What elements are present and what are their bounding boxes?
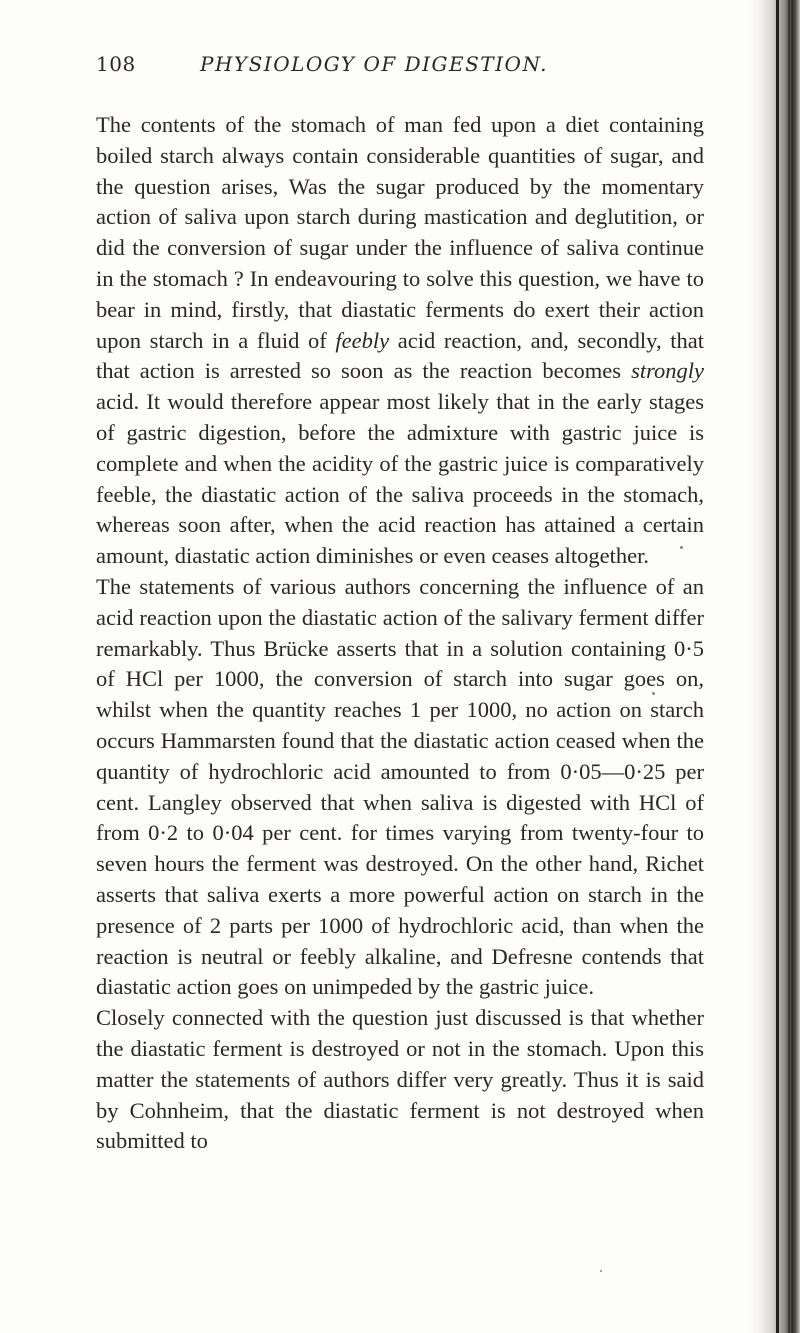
emphasis-feebly: feebly: [335, 327, 390, 353]
binding-shadow-line: [776, 0, 779, 1333]
paragraph-1: [96, 110, 704, 572]
binding-shadow-line: [788, 0, 790, 1333]
page-header: [96, 52, 736, 86]
paper-speck: [652, 692, 655, 695]
paragraph-1-part-b: acid reaction, and, secondly, that that action is arrested so soon as the reaction becomes: [96, 327, 704, 384]
binding-edge: [750, 0, 800, 1333]
body-text: [96, 110, 704, 1157]
emphasis-strongly: strongly: [631, 358, 704, 384]
paragraph-3: Closely connected with the question just discussed is that whether the diastatic ferment is destroyed or not in the stomach. Upon this matter the statements of authors differ very greatly. Thus it is said by Cohnheim, that the diastatic ferment is not destroyed when submitted to: [96, 1005, 704, 1154]
running-head: PHYSIOLOGY OF DIGESTION.: [200, 52, 549, 76]
paragraph-2: The statements of various authors concerning the influence of an acid reaction upon the diastatic action of the salivary ferment differ remarkably. Thus Brücke asserts that in a solution containing 0·5 of HCl per 1000, the conversion of starch into sugar goes on, whilst when the quantity reaches 1 per 1000, no action on starch occurs Hammarsten found that the diastatic action ceased when the quantity of hydrochloric acid amounted to from 0·05—0·25 per cent. Langley observed that when saliva is digested with HCl of from 0·2 to 0·04 per cent. for times varying from twenty-four to seven hours the ferment was destroyed. On the other hand, Richet asserts that saliva exerts a more powerful action on starch in the presence of 2 parts per 1000 of hydrochloric acid, than when the reaction is neutral or feebly alkaline, and Defresne contends that diastatic action goes on unimpeded by the gastric juice.: [96, 573, 704, 1000]
paper-speck: [600, 1270, 602, 1272]
paper-speck: [680, 546, 683, 549]
paragraph-1-part-c: acid. It would therefore appear most likely that in the early stages of gastric digestion, before the admixture with gastric juice is complete and when the acidity of the gastric juice is comparatively feeble, the diastatic action of the saliva proceeds in the stomach, whereas soon after, when the acid reaction has attained a certain amount, diastatic action diminishes or even ceases altogether.: [96, 389, 704, 569]
page-number: 108: [96, 52, 136, 76]
paragraph-1-part-a: The contents of the stomach of man fed upon a diet containing boiled starch always contain considerable quantities of sugar, and the question arises, Was the sugar produced by the momentary action of saliva upon starch during mastication and deglutition, or did the conversion of sugar under the influence of saliva continue in the stomach ? In endeavouring to solve this question, we have to bear in mind, firstly, that diastatic ferments do exert their action upon starch in a fluid of: [96, 112, 704, 353]
